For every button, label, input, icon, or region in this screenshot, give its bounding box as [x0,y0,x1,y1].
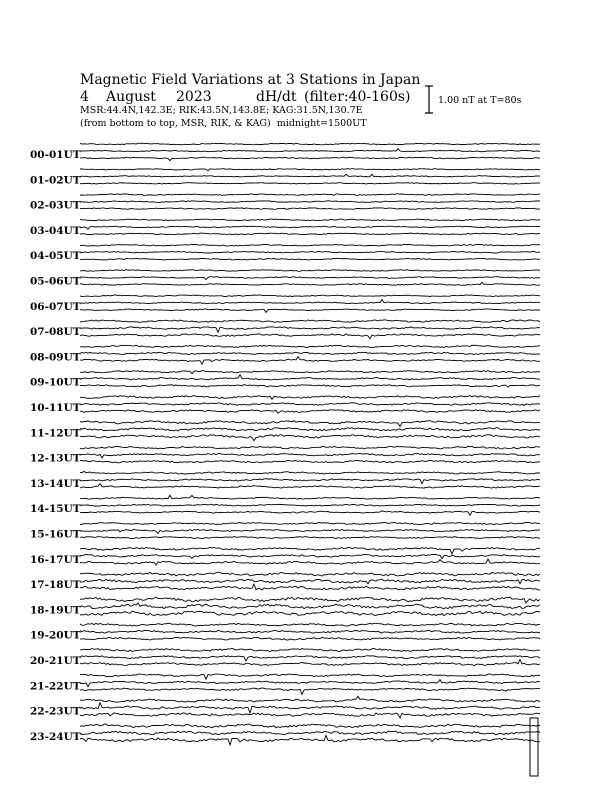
trace-msr-09-10UT [80,385,540,388]
trace-kag-20-21UT [80,649,540,652]
filter-label: (filter:40-160s) [304,89,411,105]
trace-msr-01-02UT [80,183,540,184]
hour-label: 00-01UT [30,149,81,161]
trace-kag-18-19UT [80,597,540,603]
trace-kag-22-23UT [80,696,540,702]
trace-msr-21-22UT [80,688,540,695]
trace-kag-01-02UT [80,169,540,171]
trace-rik-13-14UT [80,479,540,484]
trace-msr-08-09UT [80,357,540,365]
trace-kag-05-06UT [80,270,540,272]
trace-msr-12-13UT [80,460,540,463]
hour-label: 21-22UT [30,680,81,693]
trace-rik-18-19UT [80,603,540,609]
trace-kag-21-22UT [80,674,540,679]
trace-msr-13-14UT [80,484,540,488]
trace-kag-16-17UT [80,547,540,554]
hour-label: 04-05UT [30,250,81,263]
trace-kag-08-09UT [80,345,540,347]
hour-label: 14-15UT [30,503,81,516]
trace-msr-04-05UT [80,258,540,260]
date-day: 4 [80,89,89,105]
trace-kag-09-10UT [80,371,540,374]
trace-rik-02-03UT [80,201,540,203]
hour-label: 03-04UT [30,224,81,237]
trace-kag-11-12UT [80,421,540,427]
trace-kag-00-01UT [80,143,540,145]
station-coordinates: MSR:44.4N,142.3E; RIK:43.5N,143.8E; KAG:31.5N,130.7E [80,105,363,116]
hour-label: 15-16UT [30,528,81,541]
trace-msr-16-17UT [80,559,540,565]
hour-label: 12-13UT [30,452,81,465]
trace-rik-03-04UT [80,226,540,229]
hour-label: 19-20UT [30,629,81,642]
hour-label: 20-21UT [30,655,81,667]
trace-msr-07-08UT [80,334,540,339]
trace-kag-14-15UT [80,495,540,499]
trace-rik-19-20UT [80,630,540,633]
hour-label: 16-17UT [30,553,81,566]
trace-rik-08-09UT [80,352,540,354]
chart-title: Magnetic Field Variations at 3 Stations in Japan [80,72,421,88]
trace-rik-01-02UT [80,174,540,177]
trace-msr-17-18UT [80,584,540,590]
trace-kag-23-24UT [80,724,540,728]
hour-label: 17-18UT [30,579,81,592]
trace-msr-05-06UT [80,282,540,285]
trace-rik-16-17UT [80,554,540,558]
hour-label: 11-12UT [30,427,81,440]
trace-msr-03-04UT [80,233,540,235]
trace-rik-22-23UT [80,703,540,714]
off-scale-marker [530,718,538,776]
trace-rik-12-13UT [80,453,540,458]
trace-rik-20-21UT [80,656,540,661]
trace-kag-12-13UT [80,446,540,449]
trace-msr-11-12UT [80,435,540,441]
trace-order-text: (from bottom to top, MSR, RIK, & KAG) [80,118,271,129]
hour-label: 07-08UT [30,326,81,339]
trace-kag-13-14UT [80,471,540,474]
scale-bar [425,86,433,113]
trace-msr-15-16UT [80,537,540,539]
trace-rik-04-05UT [80,251,540,253]
quantity-label: dH/dt [256,89,297,105]
hour-label: 08-09UT [30,351,81,364]
hour-label: 02-03UT [30,199,81,212]
hour-label: 22-23UT [30,705,81,718]
hour-label: 18-19UT [30,604,81,617]
trace-msr-23-24UT [80,735,540,745]
trace-rik-06-07UT [80,300,540,304]
trace-rik-05-06UT [80,277,540,280]
hour-label: 01-02UT [30,174,81,187]
trace-kag-19-20UT [80,623,540,626]
hour-label: 23-24UT [30,730,81,743]
hour-label: 13-14UT [30,477,81,490]
trace-msr-14-15UT [80,511,540,515]
trace-rik-11-12UT [80,428,540,431]
trace-msr-02-03UT [80,208,540,210]
trace-rik-07-08UT [80,327,540,333]
trace-kag-06-07UT [80,295,540,297]
date-month: August [106,89,156,105]
hour-label: 05-06UT [30,275,81,288]
trace-msr-22-23UT [80,713,540,718]
trace-msr-10-11UT [80,410,540,414]
midnight-note: midnight=1500UT [276,118,367,129]
trace-msr-18-19UT [80,611,540,616]
trace-kag-04-05UT [80,244,540,246]
trace-kag-17-18UT [80,572,540,576]
trace-kag-03-04UT [80,219,540,221]
trace-kag-15-16UT [80,523,540,525]
trace-msr-20-21UT [80,660,540,666]
trace-rik-17-18UT [80,579,540,584]
hour-label: 09-10UT [30,376,81,389]
trace-kag-07-08UT [80,320,540,323]
trace-msr-00-01UT [80,157,540,160]
trace-msr-19-20UT [80,637,540,640]
scale-label: 1.00 nT at T=80s [438,95,522,106]
date-year: 2023 [176,89,212,105]
trace-rik-14-15UT [80,504,540,506]
trace-rik-10-11UT [80,403,540,406]
hour-label: 10-11UT [30,402,81,414]
trace-kag-02-03UT [80,194,540,196]
trace-rik-21-22UT [80,680,540,687]
trace-rik-15-16UT [80,529,540,533]
hour-label: 06-07UT [30,300,81,313]
trace-rik-23-24UT [80,731,540,735]
trace-msr-06-07UT [80,309,540,313]
trace-rik-00-01UT [80,149,540,152]
trace-rik-09-10UT [80,375,540,380]
trace-kag-10-11UT [80,396,540,400]
